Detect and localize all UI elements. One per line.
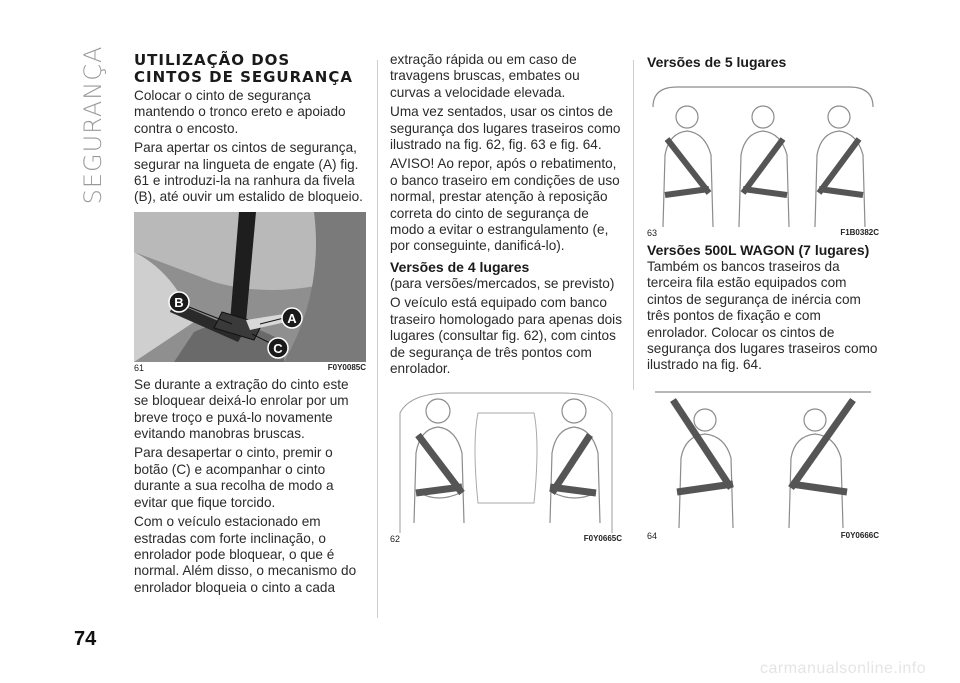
figure-code: F0Y0085C xyxy=(327,362,366,372)
paragraph: AVISO! Ao repor, após o rebatimento, o banco traseiro em condições de uso normal, prestar atenção à reposição correta do cinto de segurança de modo a evitar o estrangulamento (e, por conseguinte, danificá-lo). xyxy=(390,156,620,254)
figure-64 xyxy=(647,380,879,541)
section-title-line: UTILIZAÇÃO DOS xyxy=(134,51,291,69)
section-tab-label: SEGURANÇA xyxy=(79,45,107,205)
subsection-heading: Versões 500L WAGON (7 lugares) xyxy=(647,242,870,258)
figure-61 xyxy=(134,212,366,373)
column-1 xyxy=(134,52,366,599)
figure-caption xyxy=(647,531,879,541)
paragraph: Uma vez sentados, usar os cintos de segurança dos lugares traseiros como ilustrado na fig. 62, fig. 63 e fig. 64. xyxy=(390,104,621,153)
column-divider xyxy=(633,60,634,390)
footer-watermark: carmanualsonline.info xyxy=(760,660,927,677)
figure-62 xyxy=(390,383,622,544)
paragraph: Para apertar os cintos de segurança, segurar na lingueta de engate (A) fig. 61 e introduzi-la na ranhura da fivela (B), até ouvir um estalido de bloqueio. xyxy=(134,140,363,205)
seven-seat-third-row-illustration xyxy=(647,380,879,530)
paragraph: Colocar o cinto de segurança mantendo o tronco ereto e apoiado contra o encosto. xyxy=(134,88,346,136)
figure-code: F1B0382C xyxy=(840,228,879,237)
section-tab xyxy=(78,45,108,205)
paragraph: Se durante a extração do cinto este se bloquear deixá-lo enrolar por um breve troço e puxá-lo novamente evitando manobras bruscas. xyxy=(134,376,349,442)
four-seat-rear-illustration xyxy=(390,383,622,533)
figure-number: 63 xyxy=(647,228,658,238)
figure-number: 64 xyxy=(647,530,658,541)
label-b: B xyxy=(174,294,184,310)
figure-number: 62 xyxy=(390,534,401,545)
subsection-heading: Versões de 5 lugares xyxy=(647,54,787,70)
subsection-heading: Versões de 4 lugares xyxy=(390,258,530,275)
figure-number: 61 xyxy=(134,362,145,373)
column-2 xyxy=(390,52,622,548)
figure-caption xyxy=(390,534,622,544)
figure-code: F0Y0665C xyxy=(583,534,622,544)
label-c: C xyxy=(273,340,283,356)
figure-caption xyxy=(134,363,366,373)
paragraph: (para versões/mercados, se previsto) xyxy=(390,275,615,291)
paragraph: Também os bancos traseiros da terceira fila estão equipados com cintos de segurança de inércia com três pontos de fixação e com enrolador. Colocar os cintos de segurança dos lugares traseiros como ilustrado na fig. 64. xyxy=(647,259,878,373)
section-title-line: CINTOS DE SEGURANÇA xyxy=(134,68,353,86)
paragraph: O veículo está equipado com banco traseiro homologado para apenas dois lugares (consultar fig. 62), com cintos de segurança de três pontos com enrolador. xyxy=(390,295,623,376)
paragraph: extração rápida ou em caso de travagens bruscas, embates ou curvas a velocidade elevada. xyxy=(390,52,580,100)
column-3 xyxy=(647,52,879,545)
column-divider xyxy=(377,60,378,618)
figure-63 xyxy=(647,77,879,238)
paragraph: Com o veículo estacionado em estradas com forte inclinação, o enrolador pode bloquear, o que é normal. Além disso, o mecanismo do enrolador bloqueia o cinto a cada xyxy=(134,514,357,595)
figure-caption xyxy=(647,228,879,238)
figure-code: F0Y0666C xyxy=(840,530,879,540)
five-seat-rear-illustration xyxy=(647,77,879,227)
label-a: A xyxy=(287,310,297,326)
seatbelt-buckle-illustration xyxy=(134,212,366,362)
paragraph: Para desapertar o cinto, premir o botão (C) e acompanhar o cinto durante a sua recolha de modo a evitar que fique torcido. xyxy=(134,445,334,510)
section-title xyxy=(134,52,366,86)
page-number: 74 xyxy=(74,628,97,650)
